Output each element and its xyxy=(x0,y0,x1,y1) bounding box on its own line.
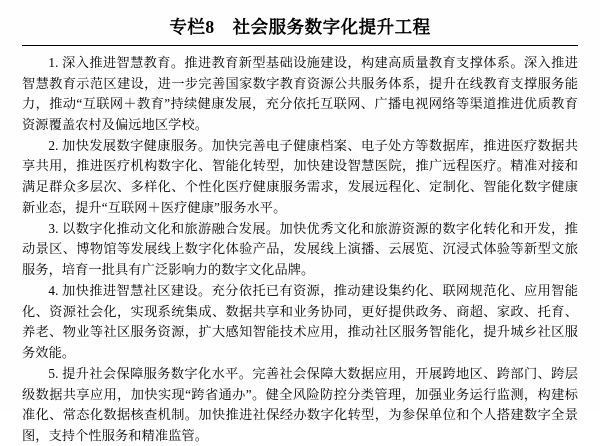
title-label: 专栏 xyxy=(169,17,206,37)
paragraph-2: 2. 加快发展数字健康服务。加快完善电子健康档案、电子处方等数据库，推进医疗数据共享共用，推进医疗机构数字化、智能化转型，加快建设智慧医院，推广远程医疗。精准对接和满足群众多层次、多样化、个性化医疗健康服务需求，发展远程化、定制化、智能化数字健康新业态，提升“互联网＋医疗健康”服务水平。 xyxy=(22,137,578,215)
title-number: 8 xyxy=(205,17,215,37)
page-title xyxy=(22,14,578,39)
paragraph-3: 3. 以数字化推动文化和旅游融合发展。加快优秀文化和旅游资源的数字化转化和开发，推动景区、博物馆等发展线上数字化体验产品，发展线上演播、云展览、沉浸式体验等新型文旅服务，培育一批具有广泛影响力的数字文化品牌。 xyxy=(22,220,578,277)
document-body xyxy=(22,53,578,446)
paragraph-1: 1. 深入推进智慧教育。推进教育新型基础设施建设，构建高质量教育支撑体系。深入推进智慧教育示范区建设，进一步完善国家数字教育资源公共服务体系，提升在线教育支撑服务能力，推动“互联网＋教育”持续健康发展，充分依托互联网、广播电视网络等渠道推进优质教育资源覆盖农村及偏远地区学校。 xyxy=(22,55,578,132)
title-divider xyxy=(22,45,578,46)
paragraph-4: 4. 加快推进智慧社区建设。充分依托已有资源，推动建设集约化、联网规范化、应用智能化、资源社会化，实现系统集成、数据共享和业务协同，更好提供政务、商超、家政、托育、养老、物业等社区服务资源，扩大感知智能技术应用，推动社区服务智能化，提升城乡社区服务效能。 xyxy=(22,283,578,360)
title-name: 社会服务数字化提升工程 xyxy=(232,17,431,37)
paragraph-5: 5. 提升社会保障服务数字化水平。完善社会保障大数据应用，开展跨地区、跨部门、跨层级数据共享应用，加快实现“跨省通办”。健全风险防控分类管理，加强业务运行监测，构建标准化、常态化数据核查机制。加快推进社保经办数字化转型，为参保单位和个人搭建数字全景图，支持个性服务和精准监管。 xyxy=(22,365,578,443)
